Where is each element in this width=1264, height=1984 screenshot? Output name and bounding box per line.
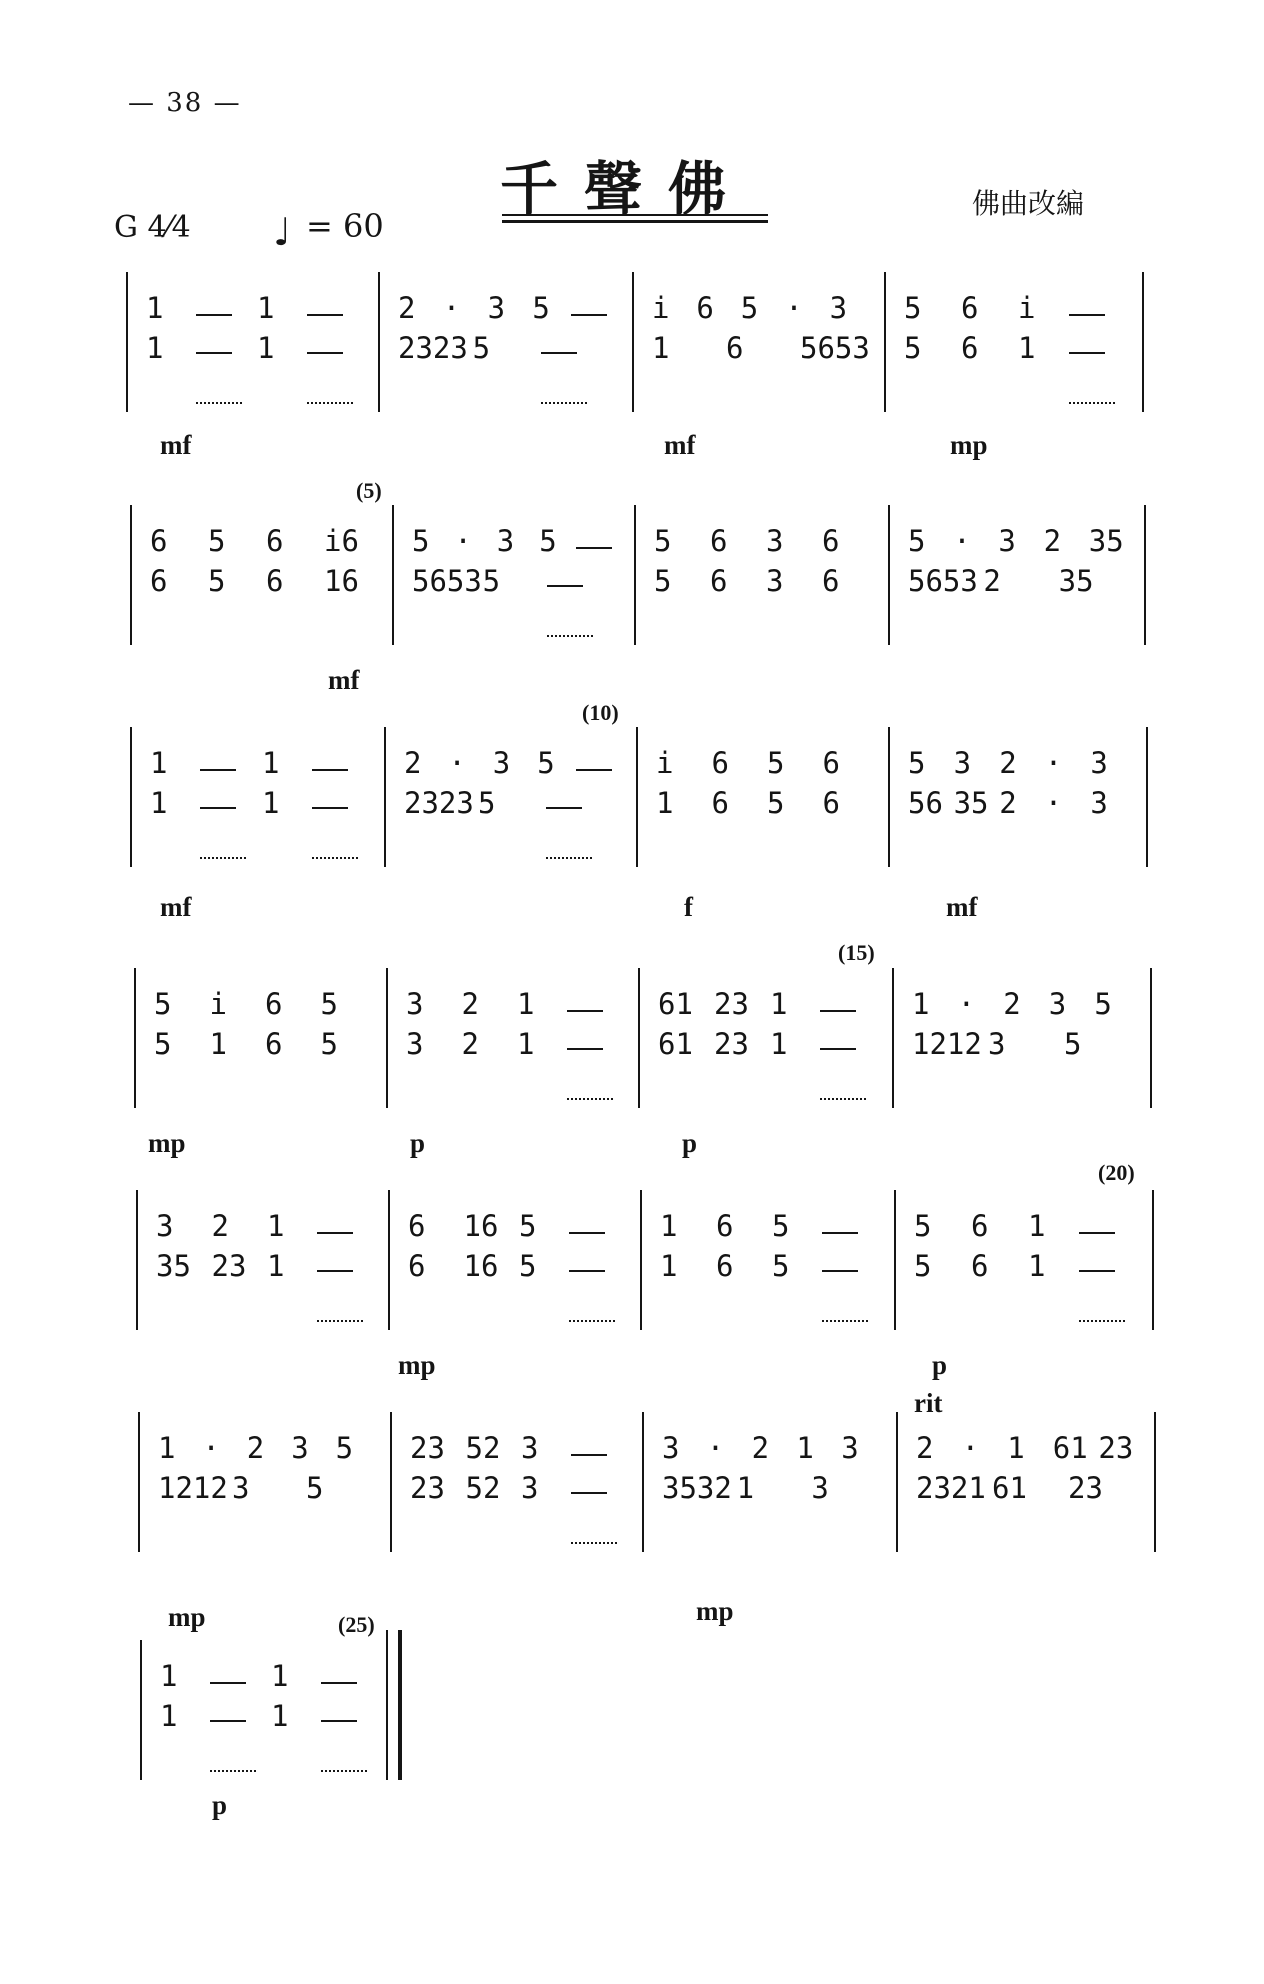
note: 5 bbox=[412, 524, 430, 558]
note: 6 bbox=[961, 331, 979, 365]
held-note-dash bbox=[569, 1270, 605, 1272]
note: · bbox=[448, 746, 466, 780]
tremolo-wave bbox=[546, 847, 592, 859]
note: 3 bbox=[1090, 786, 1108, 820]
note: 5 bbox=[908, 746, 926, 780]
note: · bbox=[1044, 746, 1063, 780]
note: 5 bbox=[320, 987, 338, 1021]
held-note-dash bbox=[307, 314, 343, 316]
note: 23 bbox=[714, 987, 749, 1021]
note: 3 bbox=[1090, 746, 1108, 780]
note: 3 bbox=[766, 524, 784, 558]
note: i bbox=[1018, 291, 1036, 325]
note: 5 bbox=[1064, 1027, 1082, 1061]
barline bbox=[640, 1190, 642, 1330]
note: · bbox=[1044, 786, 1063, 820]
key-time-signature: G 4⁄4 bbox=[114, 210, 191, 245]
note: 1 bbox=[1018, 331, 1036, 365]
note: 16 bbox=[463, 1249, 499, 1283]
held-note-dash bbox=[321, 1682, 357, 1684]
dynamic-marking: p bbox=[932, 1350, 948, 1380]
note: 1 bbox=[656, 786, 674, 820]
note: 6 bbox=[726, 331, 744, 365]
dynamic-marking: p bbox=[682, 1128, 698, 1158]
held-note-dash bbox=[1069, 352, 1105, 354]
note: 1212 bbox=[158, 1471, 228, 1505]
note: 5 bbox=[482, 564, 501, 598]
held-note-dash bbox=[317, 1270, 353, 1272]
held-note-dash bbox=[576, 547, 612, 549]
held-note-dash bbox=[567, 1048, 603, 1050]
barline bbox=[130, 727, 132, 867]
note: 6 bbox=[822, 746, 840, 780]
note: 1 bbox=[150, 746, 168, 780]
measure-number: (20) bbox=[1098, 1160, 1135, 1185]
note: 1 bbox=[660, 1209, 678, 1243]
barline bbox=[892, 968, 894, 1108]
note: 16 bbox=[463, 1209, 499, 1243]
barline bbox=[134, 968, 136, 1108]
note: 1 bbox=[660, 1249, 678, 1283]
score-row bbox=[0, 1190, 1264, 1410]
note: 5 bbox=[767, 786, 785, 820]
note: 5 bbox=[519, 1249, 537, 1283]
held-note-dash bbox=[196, 314, 232, 316]
note: 1 bbox=[267, 1209, 285, 1243]
note: 5653 bbox=[412, 564, 482, 598]
note: 5 bbox=[335, 1431, 354, 1465]
note: 5 bbox=[914, 1249, 932, 1283]
note: 5 bbox=[654, 564, 672, 598]
note: 2 bbox=[246, 1431, 265, 1465]
held-note-dash bbox=[822, 1232, 858, 1234]
barline bbox=[140, 1640, 142, 1780]
note: 1 bbox=[262, 786, 280, 820]
tremolo-wave bbox=[567, 1088, 613, 1100]
note: 1 bbox=[912, 987, 930, 1021]
tremolo-wave bbox=[312, 847, 358, 859]
barline bbox=[126, 272, 128, 412]
note: 5 bbox=[478, 786, 496, 820]
tremolo-wave bbox=[569, 1310, 615, 1322]
note: 5 bbox=[772, 1249, 790, 1283]
note: 3 bbox=[496, 524, 515, 558]
note: 6 bbox=[971, 1209, 989, 1243]
tremolo-wave bbox=[317, 1310, 363, 1322]
note: 1 bbox=[209, 1027, 227, 1061]
tremolo-wave bbox=[210, 1760, 256, 1772]
held-note-dash bbox=[1079, 1232, 1115, 1234]
note: 1 bbox=[271, 1699, 289, 1733]
note: 5 bbox=[472, 331, 491, 365]
tremolo-wave bbox=[1069, 392, 1115, 404]
held-note-dash bbox=[567, 1010, 603, 1012]
note: 1 bbox=[146, 291, 164, 325]
note: 1 bbox=[517, 1027, 535, 1061]
note: 1 bbox=[150, 786, 168, 820]
score-row bbox=[0, 968, 1264, 1188]
note: 6 bbox=[408, 1209, 426, 1243]
note: 1 bbox=[267, 1249, 285, 1283]
note: 3 bbox=[487, 291, 506, 325]
note: 2 bbox=[398, 291, 416, 325]
note: 2 bbox=[999, 746, 1017, 780]
score-row bbox=[0, 1640, 1264, 1860]
title-underline bbox=[502, 214, 768, 216]
dynamic-marking: mp bbox=[696, 1596, 734, 1626]
note: 5 bbox=[740, 291, 759, 325]
note: 6 bbox=[265, 987, 283, 1021]
tremolo-wave bbox=[321, 1760, 367, 1772]
note: 6 bbox=[822, 786, 840, 820]
barline bbox=[386, 968, 388, 1108]
note: 3 bbox=[492, 746, 511, 780]
note: 2 bbox=[983, 564, 1001, 598]
tremolo-wave bbox=[822, 1310, 868, 1322]
note: 5 bbox=[532, 291, 550, 325]
held-note-dash bbox=[546, 807, 582, 809]
arranger-credit: 佛曲改編 bbox=[972, 187, 1085, 220]
dynamic-marking: mf bbox=[160, 430, 192, 460]
dynamic-marking: mp bbox=[148, 1128, 186, 1158]
note: 3 bbox=[829, 291, 848, 325]
note: 1 bbox=[770, 987, 788, 1021]
barline bbox=[888, 505, 890, 645]
note: 2 bbox=[999, 786, 1017, 820]
note: 6 bbox=[150, 524, 168, 558]
note: 3 bbox=[953, 746, 972, 780]
note: 6 bbox=[822, 524, 840, 558]
barline bbox=[1142, 272, 1144, 412]
note: 2 bbox=[1003, 987, 1021, 1021]
note: 3 bbox=[1048, 987, 1067, 1021]
note: 6 bbox=[265, 1027, 283, 1061]
measure-number: (25) bbox=[338, 1612, 375, 1637]
note: 5 bbox=[914, 1209, 932, 1243]
note: 5 bbox=[154, 1027, 172, 1061]
note: 2 bbox=[461, 987, 479, 1021]
dynamic-marking: p bbox=[212, 1790, 228, 1820]
tremolo-wave bbox=[200, 847, 246, 859]
title-underline-thick bbox=[502, 220, 768, 223]
note: 6 bbox=[716, 1249, 734, 1283]
note: 1 bbox=[517, 987, 535, 1021]
note: 2323 bbox=[398, 331, 468, 365]
note: · bbox=[454, 524, 472, 558]
barline bbox=[1152, 1190, 1154, 1330]
barline bbox=[632, 272, 634, 412]
note: 5 bbox=[654, 524, 672, 558]
note: 5 bbox=[208, 564, 226, 598]
note: · bbox=[961, 1431, 980, 1465]
held-note-dash bbox=[822, 1270, 858, 1272]
barline bbox=[896, 1412, 898, 1552]
score-row bbox=[0, 505, 1264, 725]
note: 6 bbox=[711, 786, 729, 820]
note: 1 bbox=[257, 331, 275, 365]
held-note-dash bbox=[571, 1454, 607, 1456]
note: 5 bbox=[537, 746, 555, 780]
held-note-dash bbox=[576, 769, 612, 771]
dynamic-marking: mf bbox=[664, 430, 696, 460]
barline bbox=[388, 1190, 390, 1330]
tremolo-wave bbox=[541, 392, 587, 404]
tremolo-wave bbox=[307, 392, 353, 404]
note: 3 bbox=[766, 564, 784, 598]
note: 35 bbox=[156, 1249, 191, 1283]
note: 6 bbox=[696, 291, 714, 325]
barline bbox=[1154, 1412, 1156, 1552]
tremolo-wave bbox=[571, 1532, 617, 1544]
page-number: — 38 — bbox=[128, 88, 242, 118]
dynamic-marking: mf bbox=[946, 892, 978, 922]
note: 3 bbox=[156, 1209, 174, 1243]
dynamic-marking: mf bbox=[328, 665, 360, 695]
note: · bbox=[953, 524, 971, 558]
note: 23 bbox=[714, 1027, 749, 1061]
note: 6 bbox=[711, 746, 729, 780]
note: 1 bbox=[257, 291, 275, 325]
held-note-dash bbox=[210, 1720, 246, 1722]
held-note-dash bbox=[200, 807, 236, 809]
held-note-dash bbox=[196, 352, 232, 354]
note: 5 bbox=[154, 987, 172, 1021]
note: 61 bbox=[658, 987, 693, 1021]
held-note-dash bbox=[820, 1048, 856, 1050]
measure-number: (15) bbox=[838, 940, 875, 965]
note: 1212 bbox=[912, 1027, 982, 1061]
note: 23 bbox=[410, 1471, 445, 1505]
barline bbox=[378, 272, 380, 412]
note: 1 bbox=[736, 1471, 755, 1505]
barline bbox=[888, 727, 890, 867]
dynamic-marking: mp bbox=[168, 1602, 206, 1632]
held-note-dash bbox=[321, 1720, 357, 1722]
note: 1 bbox=[271, 1659, 289, 1693]
note: · bbox=[202, 1431, 220, 1465]
note: 1 bbox=[796, 1431, 814, 1465]
held-note-dash bbox=[1079, 1270, 1115, 1272]
note: 3 bbox=[521, 1431, 539, 1465]
note: i bbox=[656, 746, 674, 780]
held-note-dash bbox=[312, 807, 348, 809]
held-note-dash bbox=[200, 769, 236, 771]
note: 23 bbox=[410, 1431, 445, 1465]
note: i bbox=[652, 291, 670, 325]
dynamic-marking: mf bbox=[160, 892, 192, 922]
barline bbox=[392, 505, 394, 645]
quarter-note-icon: ♩ bbox=[273, 210, 291, 254]
note: 3532 bbox=[662, 1471, 732, 1505]
tremolo-wave bbox=[1079, 1310, 1125, 1322]
barline bbox=[1150, 968, 1152, 1108]
tremolo-wave bbox=[547, 625, 593, 637]
barline bbox=[390, 1412, 392, 1552]
note: 5653 bbox=[800, 331, 870, 365]
final-barline bbox=[386, 1630, 402, 1780]
dynamic-marking: p bbox=[410, 1128, 426, 1158]
barline bbox=[636, 727, 638, 867]
note: 5 bbox=[1094, 987, 1112, 1021]
note: 6 bbox=[710, 564, 728, 598]
note: · bbox=[442, 291, 461, 325]
held-note-dash bbox=[312, 769, 348, 771]
note: 2 bbox=[751, 1431, 770, 1465]
song-title: 千聲佛 bbox=[500, 155, 753, 223]
note: 5 bbox=[908, 524, 926, 558]
note: 2321 bbox=[916, 1471, 986, 1505]
note: 5 bbox=[320, 1027, 338, 1061]
note: 6 bbox=[710, 524, 728, 558]
tremolo-wave bbox=[196, 392, 242, 404]
measure-number: (10) bbox=[582, 700, 619, 725]
note: 5 bbox=[539, 524, 557, 558]
note: 61 bbox=[658, 1027, 693, 1061]
note: 5 bbox=[904, 331, 922, 365]
held-note-dash bbox=[317, 1232, 353, 1234]
note: 2 bbox=[211, 1209, 229, 1243]
note: 1 bbox=[1028, 1209, 1046, 1243]
note: 3 bbox=[662, 1431, 680, 1465]
barline bbox=[642, 1412, 644, 1552]
note: 23 bbox=[211, 1249, 247, 1283]
note: · bbox=[785, 291, 803, 325]
note: 1 bbox=[1007, 1431, 1025, 1465]
note: 23 bbox=[1098, 1431, 1134, 1465]
note: 5 bbox=[519, 1209, 537, 1243]
note: 6 bbox=[716, 1209, 734, 1243]
note: 3 bbox=[291, 1431, 309, 1465]
note: 52 bbox=[465, 1471, 501, 1505]
note: · bbox=[706, 1431, 725, 1465]
note: 1 bbox=[146, 331, 164, 365]
held-note-dash bbox=[569, 1232, 605, 1234]
held-note-dash bbox=[210, 1682, 246, 1684]
dynamic-marking: mp bbox=[398, 1350, 436, 1380]
note: · bbox=[957, 987, 976, 1021]
note: 5653 bbox=[908, 564, 978, 598]
note: 35 bbox=[1088, 524, 1124, 558]
note: 6 bbox=[961, 291, 979, 325]
note: 2 bbox=[1043, 524, 1062, 558]
held-note-dash bbox=[307, 352, 343, 354]
measure-number: (5) bbox=[356, 478, 382, 503]
barline bbox=[894, 1190, 896, 1330]
note: 1 bbox=[1028, 1249, 1046, 1283]
tremolo-wave bbox=[820, 1088, 866, 1100]
barline bbox=[384, 727, 386, 867]
barline bbox=[136, 1190, 138, 1330]
barline bbox=[1146, 727, 1148, 867]
note: 1 bbox=[262, 746, 280, 780]
note: 5 bbox=[904, 291, 922, 325]
note: 1 bbox=[770, 1027, 788, 1061]
note: 3 bbox=[988, 1027, 1006, 1061]
note: 6 bbox=[266, 524, 284, 558]
barline bbox=[1144, 505, 1146, 645]
note: 2 bbox=[461, 1027, 479, 1061]
note: 6 bbox=[971, 1249, 989, 1283]
dynamic-marking: rit bbox=[914, 1388, 943, 1418]
note: 56 bbox=[908, 786, 943, 820]
note: 52 bbox=[465, 1431, 501, 1465]
note: 6 bbox=[150, 564, 168, 598]
note: 5 bbox=[306, 1471, 324, 1505]
barline bbox=[884, 272, 886, 412]
held-note-dash bbox=[820, 1010, 856, 1012]
note: 6 bbox=[266, 564, 284, 598]
note: 2 bbox=[916, 1431, 934, 1465]
dynamic-marking: f bbox=[684, 892, 693, 922]
barline bbox=[634, 505, 636, 645]
note: 61 bbox=[1052, 1431, 1088, 1465]
note: 3 bbox=[232, 1471, 250, 1505]
note: 3 bbox=[998, 524, 1016, 558]
held-note-dash bbox=[571, 1492, 607, 1494]
note: 3 bbox=[406, 987, 424, 1021]
score-row bbox=[0, 1412, 1264, 1632]
note: 1 bbox=[160, 1659, 178, 1693]
note: 5 bbox=[772, 1209, 790, 1243]
held-note-dash bbox=[571, 314, 607, 316]
note: 6 bbox=[822, 564, 840, 598]
held-note-dash bbox=[541, 352, 577, 354]
note: 1 bbox=[158, 1431, 176, 1465]
note: 3 bbox=[521, 1471, 539, 1505]
note: 3 bbox=[841, 1431, 859, 1465]
note: 6 bbox=[408, 1249, 426, 1283]
tempo-value: = 60 bbox=[306, 207, 384, 245]
note: 23 bbox=[1068, 1471, 1103, 1505]
note: 5 bbox=[767, 746, 785, 780]
held-note-dash bbox=[1069, 314, 1105, 316]
note: 16 bbox=[324, 564, 359, 598]
note: 5 bbox=[208, 524, 226, 558]
note: i6 bbox=[324, 524, 359, 558]
barline bbox=[130, 505, 132, 645]
held-note-dash bbox=[547, 585, 583, 587]
note: 2 bbox=[404, 746, 422, 780]
note: 35 bbox=[1058, 564, 1094, 598]
note: i bbox=[209, 987, 227, 1021]
note: 1 bbox=[160, 1699, 178, 1733]
note: 2323 bbox=[404, 786, 474, 820]
note: 1 bbox=[652, 331, 670, 365]
barline bbox=[638, 968, 640, 1108]
barline bbox=[138, 1412, 140, 1552]
note: 3 bbox=[811, 1471, 829, 1505]
note: 61 bbox=[992, 1471, 1027, 1505]
dynamic-marking: mp bbox=[950, 430, 988, 460]
note: 35 bbox=[953, 786, 989, 820]
note: 3 bbox=[406, 1027, 424, 1061]
